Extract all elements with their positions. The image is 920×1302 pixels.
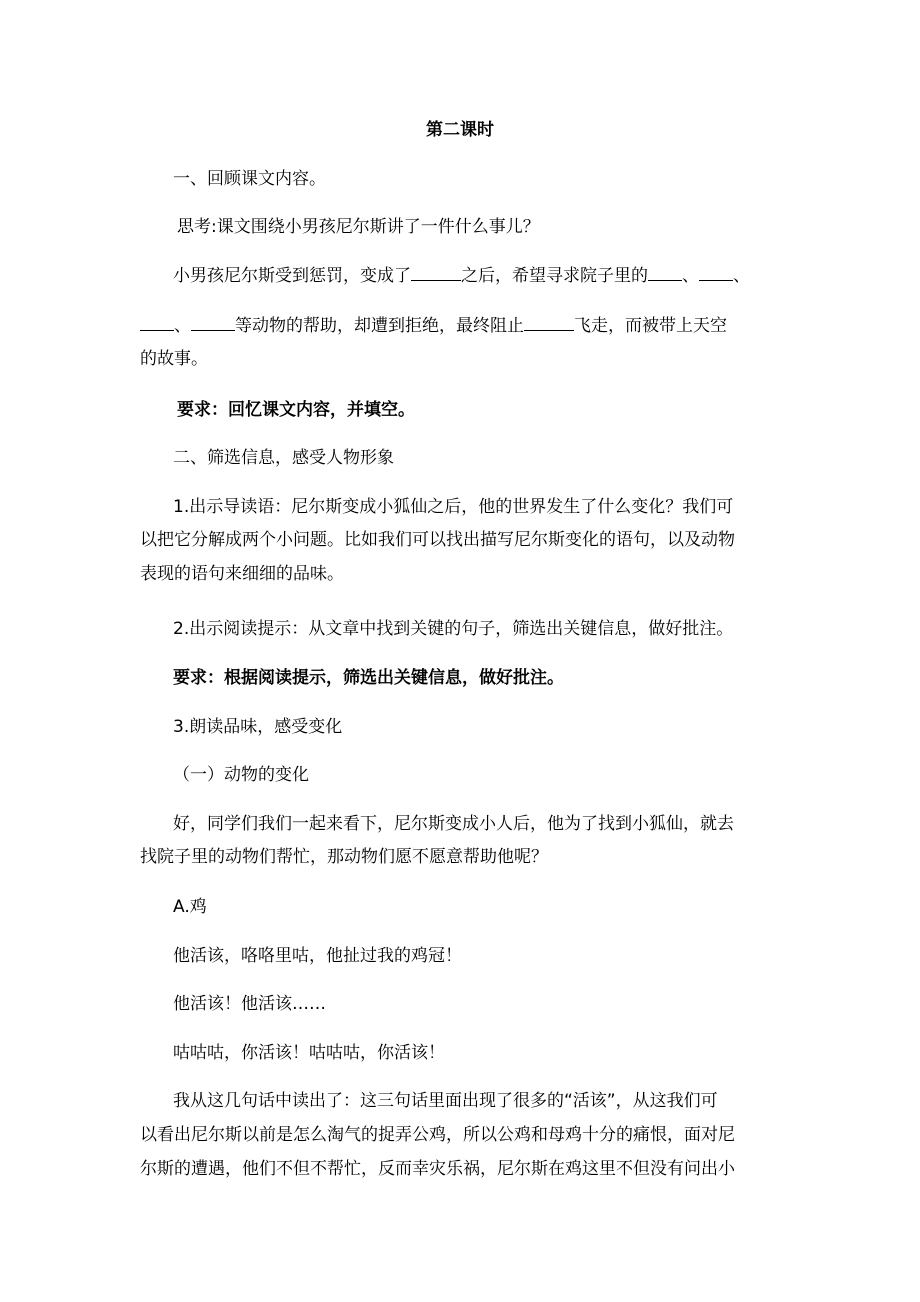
blank-6 — [524, 312, 574, 331]
item2: 2.出示阅读提示：从文章中找到关键的句子，筛选出关键信息，做好批注。 — [173, 619, 734, 639]
requirement-2: 要求：根据阅读提示，筛选出关键信息，做好批注。 — [173, 668, 564, 688]
sep-2: 、 — [733, 266, 750, 286]
item1-line-2: 以把它分解成两个小问题。比如我们可以找出描写尼尔斯变化的语句，以及动物 — [140, 530, 735, 550]
sep-3: 、 — [174, 316, 191, 336]
blank-3 — [699, 262, 733, 281]
para1-line-2: 找院子里的动物们帮忙，那动物们愿不愿意帮助他呢？ — [140, 847, 548, 867]
fill-blank-line-2 — [140, 312, 800, 340]
quote-3: 咕咕咕，你活该！咕咕咕，你活该！ — [173, 1043, 445, 1063]
lesson-title: 第二课时 — [426, 120, 494, 140]
fill-blank-line-1 — [173, 262, 920, 290]
item1-line-3: 表现的语句来细细的品味。 — [140, 564, 344, 584]
item1-line-1: 1.出示导读语：尼尔斯变成小狐仙之后，他的世界发生了什么变化？我们可 — [173, 497, 734, 517]
para2-line-3: 尔斯的遭遇，他们不但不帮忙，反而幸灾乐祸，尼尔斯在鸡这里不但没有问出小 — [140, 1159, 735, 1179]
fill-text-2: 之后，希望寻求院子里的 — [461, 266, 648, 286]
fill-text-1: 小男孩尼尔斯受到惩罚，变成了 — [173, 266, 411, 286]
para2-line-1: 我从这几句话中读出了：这三句话里面出现了很多的“活该”，从这我们可 — [173, 1091, 718, 1111]
label-a-chicken: A.鸡 — [173, 897, 207, 917]
fill-text-4: 飞走，而被带上天空 — [574, 316, 727, 336]
think-question: 思考:课文围绕小男孩尼尔斯讲了一件什么事儿？ — [177, 217, 540, 237]
quote-1: 他活该，咯咯里咕，他扯过我的鸡冠！ — [173, 946, 462, 966]
fill-text-3: 等动物的帮助，却遭到拒绝，最终阻止 — [235, 316, 524, 336]
para1-line-1: 好，同学们我们一起来看下，尼尔斯变成小人后，他为了找到小狐仙，就去 — [173, 814, 734, 834]
section1-heading: 一、回顾课文内容。 — [173, 169, 326, 189]
requirement-1: 要求：回忆课文内容，并填空。 — [177, 400, 415, 420]
quote-2: 他活该！他活该…… — [173, 994, 326, 1014]
blank-2 — [648, 262, 682, 281]
item3: 3.朗读品味，感受变化 — [173, 717, 343, 737]
blank-5 — [191, 312, 235, 331]
para2-line-2: 以看出尼尔斯以前是怎么淘气的捉弄公鸡，所以公鸡和母鸡十分的痛恨，面对尼 — [140, 1125, 735, 1145]
section2-heading: 二、筛选信息，感受人物形象 — [173, 448, 394, 468]
fill-blank-line-3: 的故事。 — [140, 349, 208, 369]
blank-4 — [140, 312, 174, 331]
sep-1: 、 — [682, 266, 699, 286]
subheading-animal-change: （一）动物的变化 — [173, 765, 309, 785]
blank-1 — [411, 262, 461, 281]
